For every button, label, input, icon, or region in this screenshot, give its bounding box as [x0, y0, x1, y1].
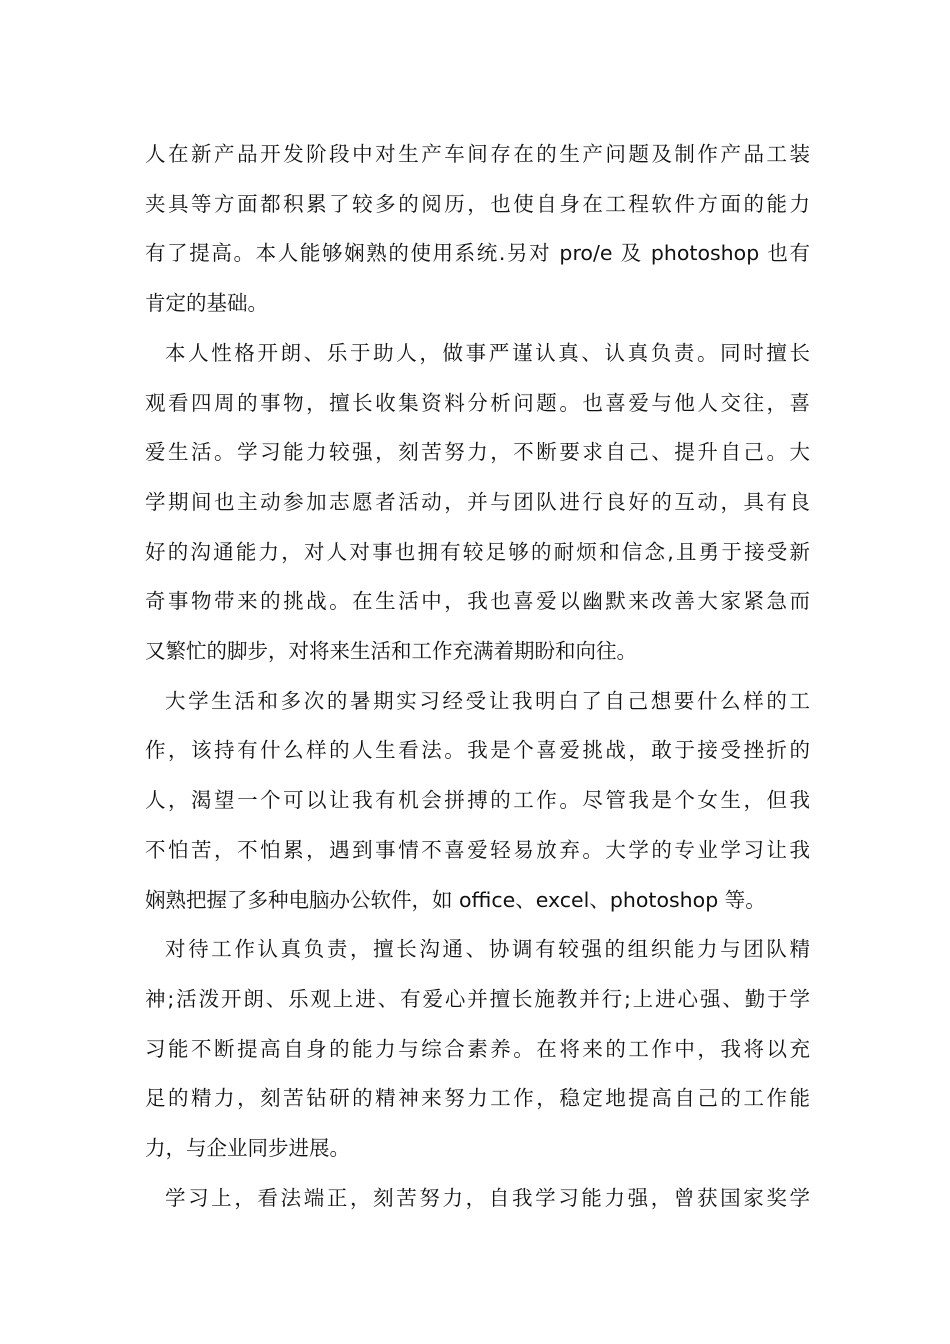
text-line: 人，渴望一个可以让我有机会拼搏的工作。尽管我是个女生，但我 — [145, 788, 810, 813]
text-line: 对待工作认真负责，擅长沟通、协调有较强的组织能力与团队精 — [165, 937, 810, 962]
text-line: 人在新产品开发阶段中对生产车间存在的生产问题及制作产品工装 — [145, 142, 810, 166]
paragraph-1 — [145, 130, 810, 329]
text-line: 习能不断提高自身的能力与综合素养。在将来的工作中，我将以充 — [145, 1036, 810, 1061]
text-line: 作，该持有什么样的人生看法。我是个喜爱挑战，敢于接受挫折的 — [145, 738, 810, 763]
text-line: 足的精力，刻苦钻研的精神来努力工作，稳定地提高自己的工作能 — [145, 1086, 810, 1111]
text-line: 爱生活。学习能力较强，刻苦努力，不断要求自己、提升自己。大 — [145, 440, 810, 465]
text-line: 力，与企业同步进展。 — [145, 1136, 350, 1161]
text-line: 不怕苦，不怕累，遇到事情不喜爱轻易放弃。大学的专业学习让我 — [145, 837, 810, 862]
paragraph-5 — [145, 1174, 810, 1224]
text-line: 奇事物带来的挑战。在生活中，我也喜爱以幽默来改善大家紧急而 — [145, 589, 810, 614]
text-line: 娴熟把握了多种电脑办公软件，如 office、excel、photoshop 等。 — [145, 887, 766, 912]
text-line: 学习上，看法端正，刻苦努力，自我学习能力强，曾获国家奖学 — [165, 1185, 810, 1210]
document-body — [145, 130, 810, 1223]
text-line: 学期间也主动参加志愿者活动，并与团队进行良好的互动，具有良 — [145, 489, 810, 514]
text-line: 又繁忙的脚步，对将来生活和工作充满着期盼和向往。 — [145, 639, 637, 664]
text-line: 好的沟通能力，对人对事也拥有较足够的耐烦和信念,且勇于接受新 — [145, 539, 810, 564]
text-line: 神;活泼开朗、乐观上进、有爱心并擅长施教并行;上进心强、勤于学 — [145, 986, 810, 1011]
paragraph-2 — [145, 329, 810, 677]
text-line: 大学生活和多次的暑期实习经受让我明白了自己想要什么样的工 — [165, 688, 810, 713]
text-line: 肯定的基础。 — [145, 291, 268, 316]
paragraph-4 — [145, 925, 810, 1174]
text-line: 本人性格开朗、乐于助人，做事严谨认真、认真负责。同时擅长 — [165, 340, 810, 365]
text-line: 夹具等方面都积累了较多的阅历，也使自身在工程软件方面的能力 — [145, 191, 810, 216]
paragraph-3 — [145, 677, 810, 926]
text-line: 有了提高。本人能够娴熟的使用系统.另对 pro/e 及 photoshop 也有 — [145, 241, 810, 266]
text-line: 观看四周的事物，擅长收集资料分析问题。也喜爱与他人交往，喜 — [145, 390, 810, 415]
